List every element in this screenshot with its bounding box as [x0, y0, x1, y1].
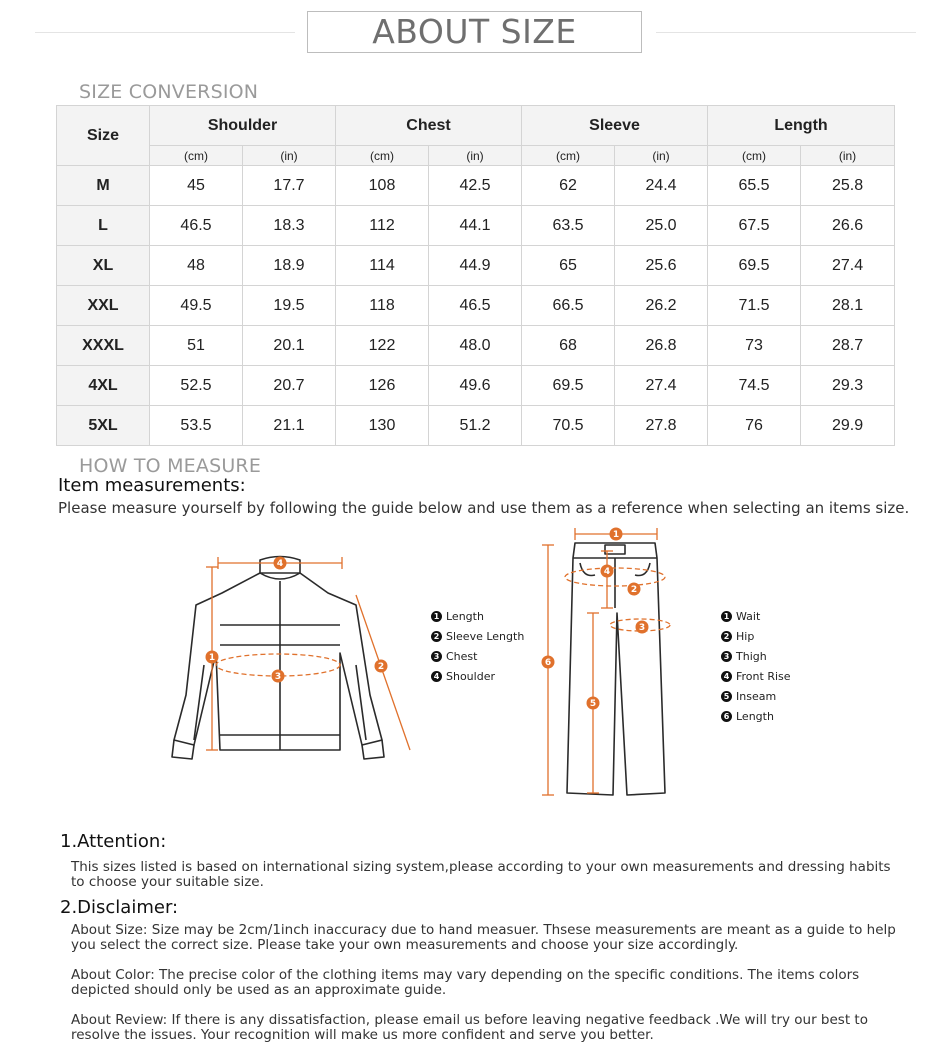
legend-label: Chest	[446, 649, 478, 663]
unit-header: (cm)	[150, 146, 243, 166]
measurement-cell: 46.5	[150, 206, 243, 246]
measurement-cell: 49.6	[429, 366, 522, 406]
measurement-cell: 26.6	[801, 206, 895, 246]
legend-label: Hip	[736, 629, 755, 643]
legend-number: 4	[721, 671, 732, 682]
legend-item	[431, 646, 524, 666]
table-row	[57, 246, 895, 286]
legend-item	[431, 666, 524, 686]
legend-item	[721, 646, 791, 666]
title-rule-right	[656, 32, 916, 33]
table-row	[57, 406, 895, 446]
marker-number: 4	[603, 567, 611, 578]
measurement-cell: 18.9	[243, 246, 336, 286]
table-row	[57, 326, 895, 366]
measurement-cell: 69.5	[708, 246, 801, 286]
page-title: ABOUT SIZE	[372, 12, 577, 51]
size-cell: M	[57, 166, 150, 206]
table-row	[57, 206, 895, 246]
measurement-cell: 42.5	[429, 166, 522, 206]
legend-number: 1	[721, 611, 732, 622]
table-unit-row	[57, 146, 895, 166]
page-title-box	[307, 11, 642, 53]
measurement-cell: 122	[336, 326, 429, 366]
measurement-cell: 26.8	[615, 326, 708, 366]
attention-heading: 1.Attention:	[60, 831, 167, 852]
measurement-cell: 20.7	[243, 366, 336, 406]
disclaimer-heading: 2.Disclaimer:	[60, 897, 179, 918]
marker-number: 3	[638, 623, 646, 634]
how-to-measure-label: HOW TO MEASURE	[79, 455, 262, 477]
pants-illustration	[535, 523, 685, 803]
measurement-cell: 29.9	[801, 406, 895, 446]
measurement-cell: 69.5	[522, 366, 615, 406]
measurement-cell: 26.2	[615, 286, 708, 326]
measurement-cell: 114	[336, 246, 429, 286]
measure-intro-text: Please measure yourself by following the guide below and use them as a reference when selecting an items size.	[58, 499, 910, 517]
measurement-cell: 28.1	[801, 286, 895, 326]
measurement-cell: 46.5	[429, 286, 522, 326]
measurement-cell: 130	[336, 406, 429, 446]
size-table	[56, 105, 895, 446]
unit-header: (in)	[429, 146, 522, 166]
measurement-cell: 76	[708, 406, 801, 446]
legend-number: 6	[721, 711, 732, 722]
measurement-cell: 65	[522, 246, 615, 286]
legend-number: 3	[431, 651, 442, 662]
measurement-cell: 66.5	[522, 286, 615, 326]
measurement-cell: 53.5	[150, 406, 243, 446]
measurement-cell: 68	[522, 326, 615, 366]
measurement-cell: 62	[522, 166, 615, 206]
legend-item	[721, 626, 791, 646]
measurement-cell: 44.1	[429, 206, 522, 246]
size-column-header: Size	[57, 106, 150, 166]
pants-legend	[721, 606, 791, 726]
jacket-illustration	[160, 545, 420, 770]
size-cell: XXL	[57, 286, 150, 326]
legend-item	[431, 626, 524, 646]
legend-label: Front Rise	[736, 669, 791, 683]
marker-number: 5	[589, 699, 597, 710]
legend-label: Shoulder	[446, 669, 495, 683]
measurement-cell: 27.8	[615, 406, 708, 446]
legend-item	[721, 706, 791, 726]
marker-number: 1	[208, 653, 216, 664]
measurement-cell: 27.4	[801, 246, 895, 286]
measurement-cell: 112	[336, 206, 429, 246]
measurement-cell: 48	[150, 246, 243, 286]
legend-number: 4	[431, 671, 442, 682]
legend-label: Thigh	[736, 649, 767, 663]
legend-number: 3	[721, 651, 732, 662]
measurement-cell: 48.0	[429, 326, 522, 366]
measurement-cell: 28.7	[801, 326, 895, 366]
legend-label: Wait	[736, 609, 761, 623]
table-row	[57, 286, 895, 326]
marker-number: 6	[544, 658, 552, 669]
measurement-cell: 24.4	[615, 166, 708, 206]
measurement-cell: 25.8	[801, 166, 895, 206]
group-header: Shoulder	[150, 106, 336, 146]
measurement-cell: 118	[336, 286, 429, 326]
size-conversion-label: SIZE CONVERSION	[79, 81, 259, 103]
size-cell: 4XL	[57, 366, 150, 406]
measurement-cell: 27.4	[615, 366, 708, 406]
legend-item	[721, 686, 791, 706]
measurement-cell: 17.7	[243, 166, 336, 206]
measurement-cell: 67.5	[708, 206, 801, 246]
measurement-cell: 29.3	[801, 366, 895, 406]
unit-header: (cm)	[708, 146, 801, 166]
legend-number: 2	[431, 631, 442, 642]
measurement-cell: 108	[336, 166, 429, 206]
legend-item	[721, 606, 791, 626]
legend-label: Length	[446, 609, 484, 623]
legend-label: Sleeve Length	[446, 629, 525, 643]
measurement-cell: 51.2	[429, 406, 522, 446]
marker-number: 1	[612, 530, 620, 541]
item-measurements-heading: Item measurements:	[58, 475, 246, 496]
marker-number: 3	[274, 672, 282, 683]
disclaimer-review-text: About Review: If there is any dissatisfaction, please email us before leaving negative feedback .We will try our best to resolve the issues. Your recognition will make us more confident and serve you better.	[71, 1012, 868, 1043]
marker-number: 2	[377, 662, 385, 673]
legend-number: 5	[721, 691, 732, 702]
group-header: Sleeve	[522, 106, 708, 146]
title-rule-left	[35, 32, 295, 33]
measurement-cell: 74.5	[708, 366, 801, 406]
measurement-cell: 19.5	[243, 286, 336, 326]
measurement-cell: 71.5	[708, 286, 801, 326]
measurement-cell: 18.3	[243, 206, 336, 246]
disclaimer-color-text: About Color: The precise color of the clothing items may vary depending on the specific conditions. The items colors depicted should only be used as an approximate guide.	[71, 967, 860, 998]
measurement-cell: 45	[150, 166, 243, 206]
unit-header: (in)	[615, 146, 708, 166]
size-cell: XXXL	[57, 326, 150, 366]
size-cell: XL	[57, 246, 150, 286]
unit-header: (cm)	[336, 146, 429, 166]
table-row	[57, 366, 895, 406]
legend-number: 1	[431, 611, 442, 622]
group-header: Chest	[336, 106, 522, 146]
measurement-cell: 73	[708, 326, 801, 366]
measurement-cell: 20.1	[243, 326, 336, 366]
measurement-cell: 25.6	[615, 246, 708, 286]
legend-item	[431, 606, 524, 626]
measurement-cell: 52.5	[150, 366, 243, 406]
size-cell: 5XL	[57, 406, 150, 446]
measurement-cell: 63.5	[522, 206, 615, 246]
legend-item	[721, 666, 791, 686]
measurement-cell: 126	[336, 366, 429, 406]
measurement-cell: 65.5	[708, 166, 801, 206]
measurement-cell: 70.5	[522, 406, 615, 446]
disclaimer-size-text: About Size: Size may be 2cm/1inch inaccuracy due to hand measuer. Thsese measurements are meant as a guide to help you select the correct size. Please take your own measurements and choose your size accordingly.	[71, 922, 896, 953]
marker-number: 2	[630, 585, 638, 596]
jacket-legend	[431, 606, 524, 686]
unit-header: (in)	[801, 146, 895, 166]
table-row	[57, 166, 895, 206]
measurement-cell: 25.0	[615, 206, 708, 246]
table-group-header-row	[57, 106, 895, 146]
legend-number: 2	[721, 631, 732, 642]
measurement-cell: 51	[150, 326, 243, 366]
measurement-cell: 21.1	[243, 406, 336, 446]
measurement-cell: 44.9	[429, 246, 522, 286]
size-cell: L	[57, 206, 150, 246]
group-header: Length	[708, 106, 895, 146]
attention-text: This sizes listed is based on international sizing system,please according to your own measurements and dressing habits to choose your suitable size.	[71, 859, 891, 890]
marker-number: 4	[276, 559, 284, 570]
legend-label: Length	[736, 709, 774, 723]
measurement-cell: 49.5	[150, 286, 243, 326]
legend-label: Inseam	[736, 689, 777, 703]
unit-header: (cm)	[522, 146, 615, 166]
unit-header: (in)	[243, 146, 336, 166]
